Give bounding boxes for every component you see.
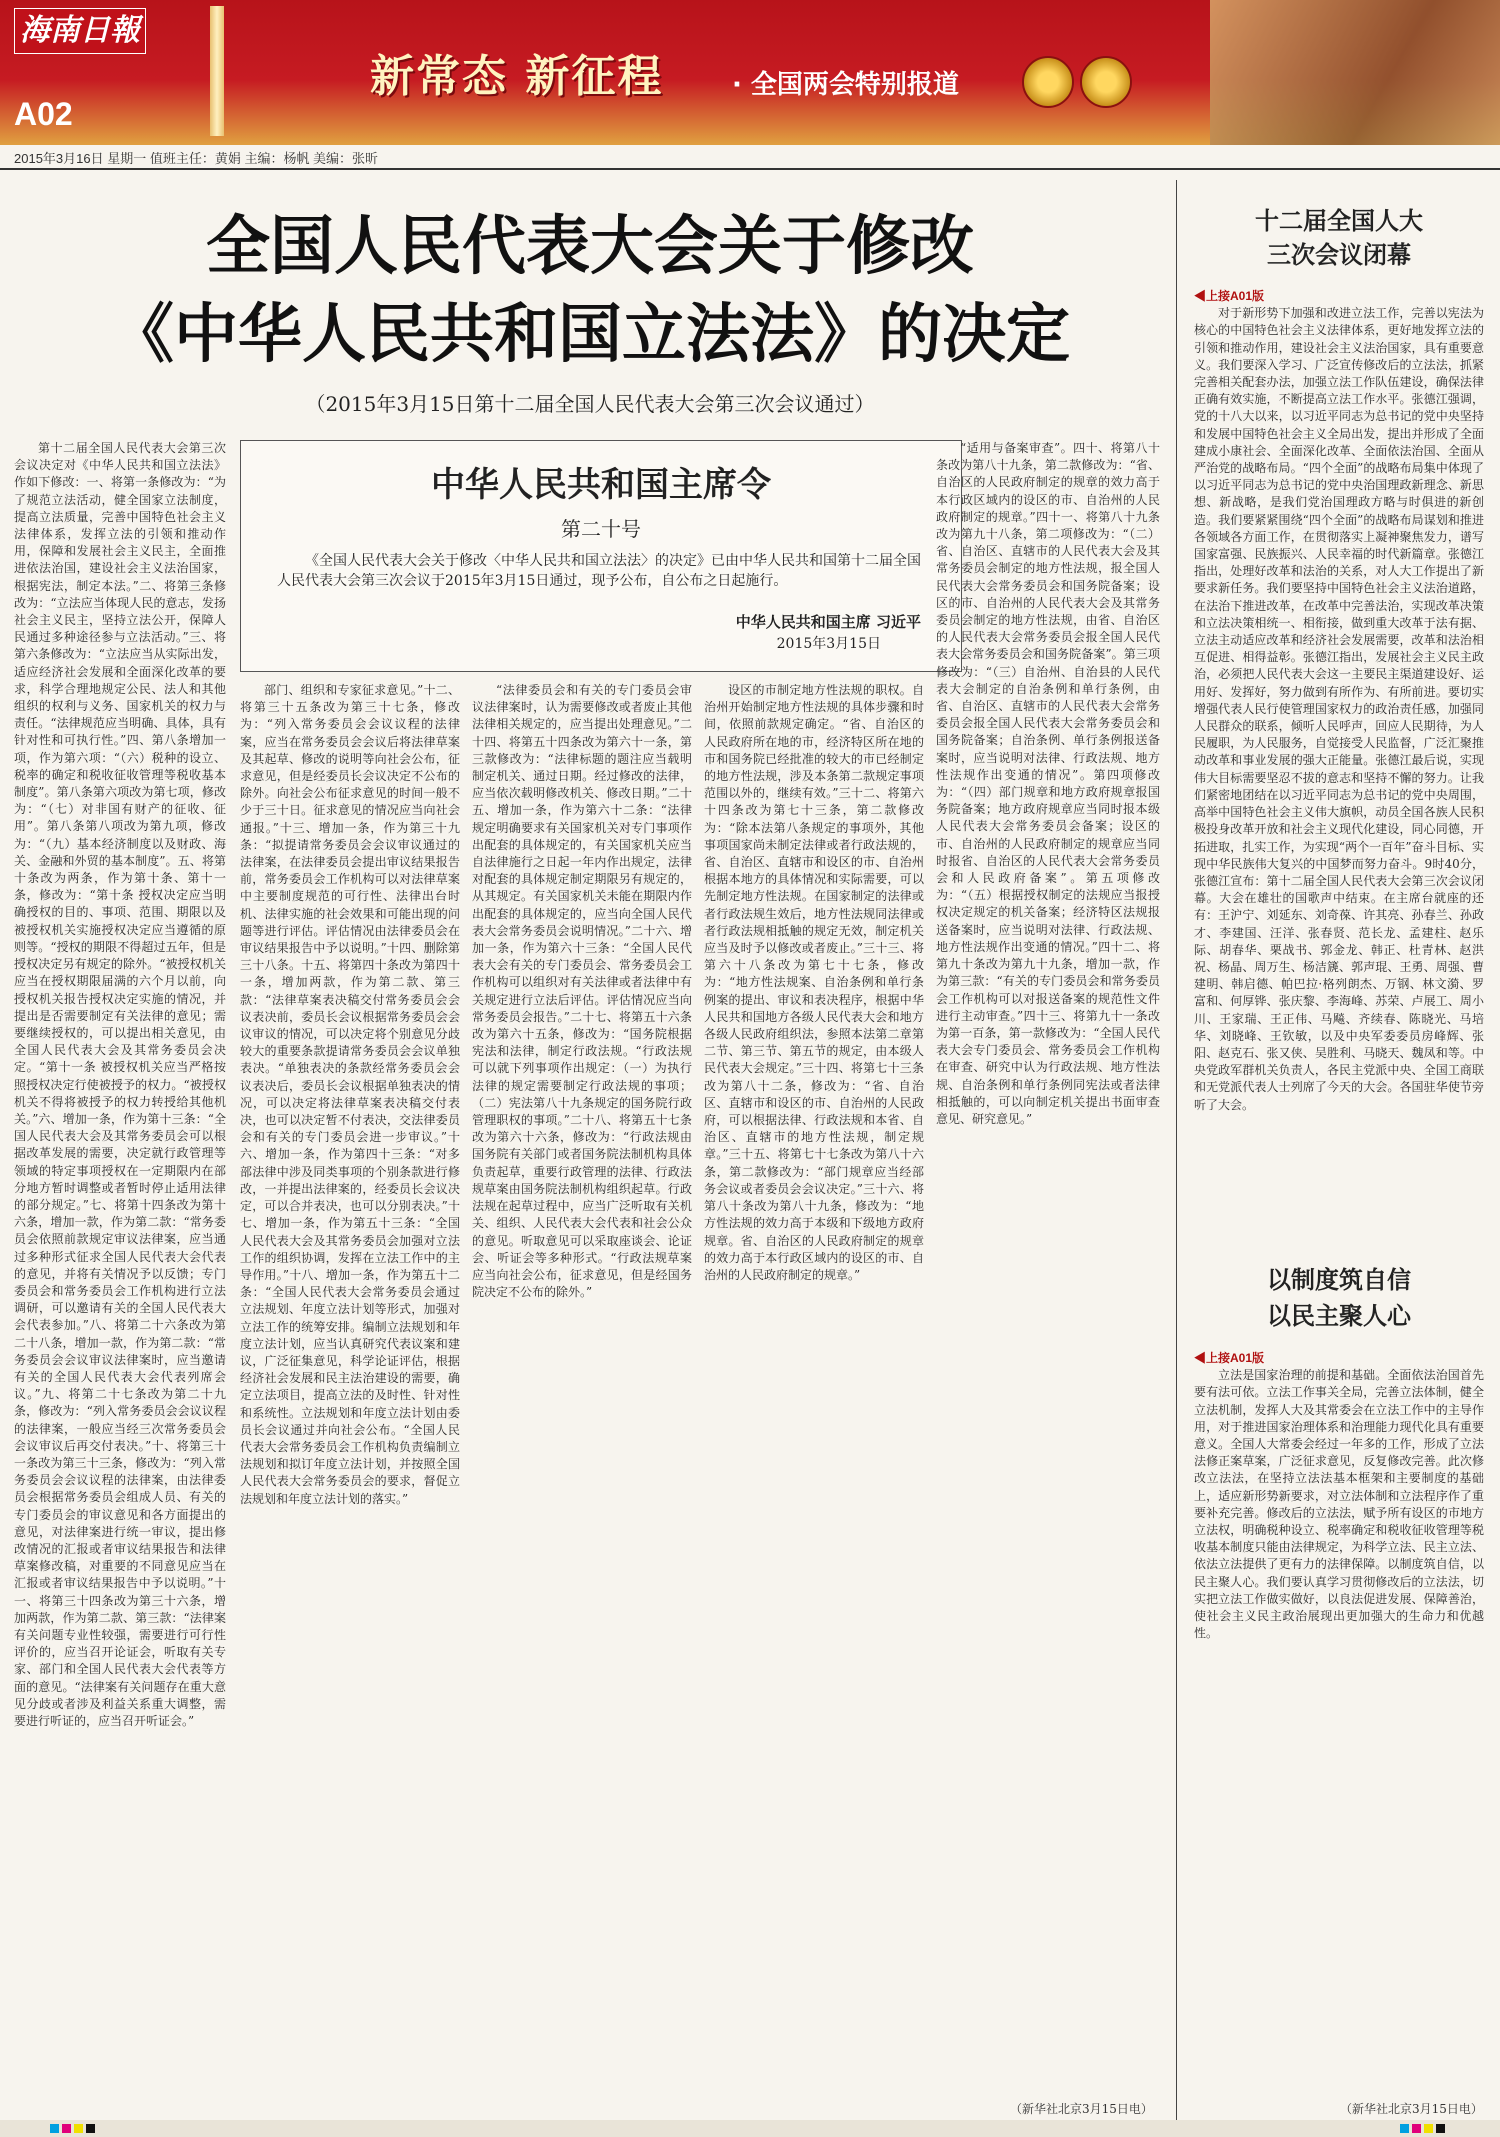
main-article-credit: （新华社北京3月15日电） bbox=[1010, 2102, 1153, 2116]
black-mark-icon bbox=[86, 2124, 95, 2133]
column-divider bbox=[1176, 180, 1177, 2120]
decree-body: 《全国人民代表大会关于修改〈中华人民共和国立法法〉的决定》已由中华人民共和国第十二届全国人民代表大会第三次会议于2015年3月15日通过，现予公布，自公布之日起施行。 bbox=[277, 553, 921, 589]
sidebar-headline-2: 以制度筑自信 以民主聚人心 bbox=[1267, 1266, 1411, 1330]
headline-subtitle: （2015年3月15日第十二届全国人民代表大会第三次会议通过） bbox=[305, 392, 875, 416]
page-number: A02 bbox=[14, 96, 73, 132]
cyan-mark-icon bbox=[1400, 2124, 1409, 2133]
date-line: 2015年3月16日 星期一 值班主任：黄娟 主编：杨帆 美编：张昕 bbox=[14, 151, 379, 166]
article-column-3: “法律委员会和有关的专门委员会审议法律案时，认为需要修改或者废止其他法律相关规定的，应当提出处理意见。”二十四、将第五十四条改为第六十一条，第三款修改为：“法律标题的题注应当载明制定机关、通过日期。经过修改的法律，应当依次载明修改机关、修改日期。”二十五、增加一条，作为第六十二条：“法律规定明确要求有关国家机关对专门事项作出配套的具体规定的，有关国家机关应当自法律施行之日起一年内作出规定，法律对配套的具体规定制定期限另有规定的，从其规定。有关国家机关未能在期限内作出配套的具体规定的，应当向全国人民代表大会常务委员会说明情况。”二十六、增加一条，作为第六十三条：“全国人民代表大会有关的专门委员会、常务委员会工作机构可以组织对有关法律或者法律中有关规定进行立法后评估。评估情况应当向常务委员会报告。”二十七、将第五十六条改为第六十五条，修改为：“国务院根据宪法和法律，制定行政法规。“行政法规可以就下列事项作出规定：（一）为执行法律的规定需要制定行政法规的事项；（二）宪法第八十九条规定的国务院行政管理职权的事项。”二十八、将第五十七条改为第六十六条，修改为：“行政法规由国务院有关部门或者国务院法制机构具体负责起草，重要行政管理的法律、行政法规草案由国务院法制机构组织起草。行政法规在起草过程中，应当广泛听取有关机关、组织、人民代表大会代表和社会公众的意见。听取意见可以采取座谈会、论证会、听证会等多种形式。“行政法规草案应当向社会公布，征求意见，但是经国务院决定不公布的除外。” bbox=[472, 683, 692, 1300]
sidebar-credit: （新华社北京3月15日电） bbox=[1340, 2102, 1483, 2116]
decree-number: 第二十号 bbox=[561, 517, 641, 541]
print-footer bbox=[0, 2120, 1500, 2137]
cppcc-emblem-icon bbox=[1080, 56, 1132, 108]
article-column-4: 设区的市制定地方性法规的职权。自治州开始制定地方性法规的具体步骤和时间，依照前款规定确定。“省、自治区的人民政府所在地的市，经济特区所在地的市和国务院已经批准的较大的市已经制定的地方性法规，涉及本条第二款规定事项范围以外的，继续有效。”三十二、将第六十四条改为第七十三条，第二款修改为：“除本法第八条规定的事项外，其他事项国家尚未制定法律或者行政法规的，省、自治区、直辖市和设区的市、自治州根据本地方的具体情况和实际需要，可以先制定地方性法规。在国家制定的法律或者行政法规生效后，地方性法规同法律或者行政法规相抵触的规定无效，制定机关应当及时予以修改或者废止。”三十三、将第六十八条改为第七十七条，修改为：“地方性法规案、自治条例和单行条例案的提出、审议和表决程序，根据中华人民共和国地方各级人民代表大会和地方各级人民政府组织法，参照本法第二章第二节、第三节、第五节的规定，由本级人民代表大会规定。”三十四、将第七十三条改为第八十二条，修改为：“省、自治区、直辖市和设区的市、自治州的人民政府，可以根据法律、行政法规和本省、自治区、直辖市的地方性法规，制定规章。”三十五、将第七十七条改为第八十六条，第二款修改为：“部门规章应当经部务会议或者委员会会议决定。”三十六、将第八十条改为第八十九条，修改为：“地方性法规的效力高于本级和下级地方政府规章。省、自治区的人民政府制定的规章的效力高于本行政区域内的设区的市、自治州的人民政府制定的规章。” bbox=[704, 683, 924, 1282]
top-divider bbox=[0, 168, 1500, 170]
yellow-mark-icon bbox=[1424, 2124, 1433, 2133]
sidebar-article-2: ◀上接A01版 立法是国家治理的前提和基础。全面依法治国首先要有法可依。立法工作事关全局，完善立法体制，健全立法机制，发挥人大及其常委会在立法工作中的主导作用，对于推进国家治理体系和治理能力现代化具有重要意义。全国人大常委会经过一年多的工作，形成了立法法修正案草案，广泛征求意见，反复修改完善。此次修改立法法，在坚持立法法基本框架和主要制度的基础上，适应新形势新要求，对立法体制和立法程序作了重要补充完善。修改后的立法法，赋予所有设区的市地方立法权，明确税种设立、税率确定和税收征收管理等税收基本制度只能由法律规定，为科学立法、民主立法、依法立法提供了更有力的法律保障。以制度筑自信，以民主聚人心。我们要认真学习贯彻修改后的立法法，切实把立法工作做实做好，以良法促进发展、保障善治，使社会主义民主政治展现出更加强大的生命力和优越性。 bbox=[1194, 1351, 1484, 1641]
newspaper-logo: 海南日報 bbox=[14, 8, 146, 54]
article-column-5: “适用与备案审查”。四十、将第八十条改为第八十九条，第二款修改为：“省、自治区的人民政府制定的规章的效力高于本行政区域内的设区的市、自治州的人民政府制定的规章。”四十一、将第八十九条改为第九十八条，第二项修改为：“（二）省、自治区、直辖市的人民代表大会及其常务委员会制定的地方性法规，报全国人民代表大会常务委员会和国务院备案；设区的市、自治州的人民代表大会及其常务委员会制定的地方性法规，由省、自治区的人民代表大会常务委员会报全国人民代表大会常务委员会和国务院备案”。第三项修改为：“（三）自治州、自治县的人民代表大会制定的自治条例和单行条例，由省、自治区、直辖市的人民代表大会常务委员会报全国人民代表大会常务委员会和国务院备案；自治条例、单行条例报送备案时，应当说明对法律、行政法规、地方性法规作出变通的情况”。第四项修改为：“（四）部门规章和地方政府规章报国务院备案；地方政府规章应当同时报本级人民代表大会常务委员会备案；设区的市、自治州的人民政府制定的规章应当同时报省、自治区的人民代表大会常务委员会和人民政府备案”。第五项修改为：“（五）根据授权制定的法规应当报授权决定规定的机关备案；经济特区法规报送备案时，应当说明对法律、行政法规、地方性法规作出变通的情况。”四十二、将第九十条改为第九十九条，增加一款，作为第三款：“有关的专门委员会和常务委员会工作机构可以对报送备案的规范性文件进行主动审查。”四十三、将第九十一条改为第一百条，第一款修改为：“全国人民代表大会专门委员会、常务委员会工作机构在审查、研究中认为行政法规、地方性法规、自治条例和单行条例同宪法或者法律相抵触的，可以向制定机关提出书面审查意见、研究意见。” bbox=[936, 441, 1160, 1126]
decree-date: 2015年3月15日 bbox=[776, 636, 881, 652]
cyan-mark-icon bbox=[50, 2124, 59, 2133]
sidebar-headline-1: 十二届全国人大 三次会议闭幕 bbox=[1255, 207, 1423, 269]
decree-signature: 中华人民共和国主席 习近平 bbox=[735, 613, 921, 631]
sidebar-article-1: ◀上接A01版 对于新形势下加强和改进立法工作，完善以宪法为核心的中国特色社会主义法律体系，更好地发挥立法的引领和推动作用，建设社会主义法治国家，具有重要意义。我们要深入学习、广泛宣传修改后的立法法，抓紧完善相关配套办法，加强立法工作队伍建设，确保法律正确有效实施，不断提高立法工作水平。张德江强调，党的十八大以来，以习近平同志为总书记的党中央坚持和发展中国特色社会主义全局出发，提出并形成了全面建成小康社会、全面深化改革、全面依法治国、全面从严治党的战略布局。“四个全面”的战略布局集中体现了以习近平同志为总书记的党中央治国理政新理念、新思想、新战略，是我们党治国理政方略与时俱进的新创造。我们要紧紧围绕“四个全面”的战略布局谋划和推进各领域各方面工作，在贯彻落实上凝神聚焦发力，谱写国家富强、民族振兴、人民幸福的时代新篇章。张德江指出，处理好改革和法治的关系，对人大工作提出了新要求新任务。我们要坚持中国特色社会主义法治道路，在法治下推进改革，在改革中完善法治，实现改革决策和立法决策相统一、相衔接，做到重大改革于法有据、立法主动适应改革和经济社会发展需要，改革和法治相互促进、相得益彰。张德江指出，发展社会主义民主政治，必须把人民代表大会这一主要民主渠道建设好、运用好、发挥好，努力做到有所作为、有所前进。要切实增强代表人民行使管理国家权力的政治责任感，加强同人民群众的联系，倾听人民呼声，回应人民期待，为人民履职，为人民服务，自觉接受人民监督，广泛汇聚推动改革和事业发展的强大正能量。张德江最后说，实现伟大目标需要坚忍不拔的意志和坚持不懈的努力。让我们紧密地团结在以习近平同志为总书记的党中央周围，高举中国特色社会主义伟大旗帜，动员全国各族人民积极投身改革开放和社会主义现代化建设，同心同德，开拓进取，扎实工作，为实现“两个一百年”奋斗目标、实现中华民族伟大复兴的中国梦而努力奋斗。9时40分，张德江宣布：第十二届全国人民代表大会第三次会议闭幕。大会在雄壮的国歌声中结束。在主席台就座的还有：王沪宁、刘延东、刘奇葆、许其亮、孙春兰、孙政才、李建国、汪洋、张春贤、范长龙、孟建柱、赵乐际、胡春华、栗战书、郭金龙、韩正、杜青林、赵洪祝、杨晶、周万生、杨洁篪、郭声琨、王勇、周强、曹建明、韩启德、帕巴拉·格列朗杰、万钢、林文漪、罗富和、何厚铧、张庆黎、李海峰、苏荣、卢展工、周小川、王家瑞、王正伟、马飚、齐续春、陈晓光、马培华、刘晓峰、王钦敏，以及中央军委委员房峰辉、张阳、赵克石、张又侠、吴胜利、马晓天、魏凤和等。中央党政军群机关负责人，各民主党派中央、全国工商联和无党派代表人士列席了今天的大会。各国驻华使节旁听了大会。 bbox=[1194, 289, 1484, 1112]
magenta-mark-icon bbox=[1412, 2124, 1421, 2133]
jump-link-1[interactable]: ◀上接A01版 bbox=[1194, 289, 1265, 303]
magenta-mark-icon bbox=[62, 2124, 71, 2133]
national-emblem-icon bbox=[1022, 56, 1074, 108]
great-wall-image bbox=[1210, 0, 1500, 145]
yellow-mark-icon bbox=[74, 2124, 83, 2133]
huabiao-decoration bbox=[210, 6, 224, 136]
headline-line-1: 全国人民代表大会关于修改 bbox=[206, 210, 974, 284]
presidential-decree-box bbox=[240, 440, 962, 672]
jump-link-2[interactable]: ◀上接A01版 bbox=[1194, 1351, 1265, 1365]
headline-line-2: 《中华人民共和国立法法》的决定 bbox=[110, 298, 1070, 372]
article-column-1: 第十二届全国人民代表大会第三次会议决定对《中华人民共和国立法法》作如下修改：一、将第一条修改为：“为了规范立法活动，健全国家立法制度，提高立法质量，完善中国特色社会主义法律体系，发挥立法的引领和推动作用，保障和发展社会主义民主，全面推进依法治国，建设社会主义法治国家，根据宪法，制定本法。”二、将第三条修改为：“立法应当体现人民的意志，发扬社会主义民主，坚持立法公开，保障人民通过多种途径参与立法活动。”三、将第六条修改为：“立法应当从实际出发，适应经济社会发展和全面深化改革的要求，科学合理地规定公民、法人和其他组织的权利与义务、国家机关的权力与责任。“法律规范应当明确、具体，具有针对性和可执行性。”四、第八条增加一项，作为第六项：“（六）税种的设立、税率的确定和税收征收管理等税收基本制度”。第八条第六项改为第七项，修改为：“（七）对非国有财产的征收、征用”。第八条第八项改为第九项，修改为：“（九）基本经济制度以及财政、海关、金融和外贸的基本制度”。五、将第十条改为两条，作为第十条、第十一条，修改为：“第十条 授权决定应当明确授权的目的、事项、范围、期限以及被授权机关实施授权决定应当遵循的原则等。“授权的期限不得超过五年，但是授权决定另有规定的除外。“被授权机关应当在授权期限届满的六个月以前，向授权机关报告授权决定实施的情况，并提出是否需要制定有关法律的意见；需要继续授权的，可以提出相关意见，由全国人民代表大会及其常务委员会决定。“第十一条 被授权机关应当严格按照授权决定行使被授予的权力。“被授权机关不得将被授予的权力转授给其他机关。”六、增加一条，作为第十三条：“全国人民代表大会及其常务委员会可以根据改革发展的需要，决定就行政管理等领域的特定事项授权在一定期限内在部分地方暂时调整或者暂时停止适用法律的部分规定。”七、将第十四条改为第十六条，增加一款，作为第二款：“常务委员会依照前款规定审议法律案，应当通过多种形式征求全国人民代表大会代表的意见，并将有关情况予以反馈；专门委员会和常务委员会工作机构进行立法调研，可以邀请有关的全国人民代表大会代表参加。”八、将第二十六条改为第二十八条，增加一款，作为第二款：“常务委员会会议审议法律案时，应当邀请有关的全国人民代表大会代表列席会议。”九、将第二十七条改为第二十九条，修改为：“列入常务委员会会议议程的法律案，一般应当经三次常务委员会会议审议后再交付表决。”十、将第三十一条改为第三十三条，修改为：“列入常务委员会会议议程的法律案，由法律委员会根据常务委员会组成人员、有关的专门委员会的审议意见和各方面提出的意见，对法律案进行统一审议，提出修改情况的汇报或者审议结果报告和法律草案修改稿，对重要的不同意见应当在汇报或者审议结果报告中予以说明。”十一、将第三十四条改为第三十六条，增加两款，作为第二款、第三款：“法律案有关问题专业性较强，需要进行可行性评价的，应当召开论证会，听取有关专家、部门和全国人民代表大会代表等方面的意见。“法律案有关问题存在重大意见分歧或者涉及利益关系重大调整，需要进行听证的，应当召开听证会。” bbox=[14, 441, 226, 1729]
section-banner: 新常态 新征程 bbox=[370, 51, 664, 102]
article-column-2: 部门、组织和专家征求意见。”十二、将第三十五条改为第三十七条，修改为：“列入常务委员会会议议程的法律案，应当在常务委员会会议后将法律草案及其起草、修改的说明等向社会公布，征求意见，但是经委员长会议决定不公布的除外。向社会公布征求意见的时间一般不少于三十日。征求意见的情况应当向社会通报。”十三、增加一条，作为第三十九条：“拟提请常务委员会会议审议通过的法律案，在法律委员会提出审议结果报告前，常务委员会工作机构可以对法律草案中主要制度规范的可行性、法律出台时机、法律实施的社会效果和可能出现的问题等进行评估。评估情况由法律委员会在审议结果报告中予以说明。”十四、删除第三十八条。十五、将第四十条改为第四十一条，增加两款，作为第二款、第三款：“法律草案表决稿交付常务委员会会议表决前，委员长会议根据常务委员会会议审议的情况，可以决定将个别意见分歧较大的重要条款提请常务委员会会议单独表决。“单独表决的条款经常务委员会会议表决后，委员长会议根据单独表决的情况，可以决定将法律草案表决稿交付表决，也可以决定暂不付表决，交法律委员会和有关的专门委员会进一步审议。”十六、增加一条，作为第四十三条：“对多部法律中涉及同类事项的个别条款进行修改，一并提出法律案的，经委员长会议决定，可以合并表决，也可以分别表决。”十七、增加一条，作为第五十三条：“全国人民代表大会及其常务委员会加强对立法工作的组织协调，发挥在立法工作中的主导作用。”十八、增加一条，作为第五十二条：“全国人民代表大会常务委员会通过立法规划、年度立法计划等形式，加强对立法工作的统筹安排。编制立法规划和年度立法计划，应当认真研究代表议案和建议，广泛征集意见，科学论证评估，根据经济社会发展和民主法治建设的需要，确定立法项目，提高立法的及时性、针对性和系统性。立法规划和年度立法计划由委员长会议通过并向社会公布。“全国人民代表大会常务委员会工作机构负责编制立法规划和拟订年度立法计划，并按照全国人民代表大会常务委员会的要求，督促立法规划和年度立法计划的落实。” bbox=[240, 683, 460, 1506]
section-banner-sub: · 全国两会特别报道 bbox=[732, 70, 959, 100]
decree-title: 中华人民共和国主席令 bbox=[431, 465, 771, 505]
black-mark-icon bbox=[1436, 2124, 1445, 2133]
